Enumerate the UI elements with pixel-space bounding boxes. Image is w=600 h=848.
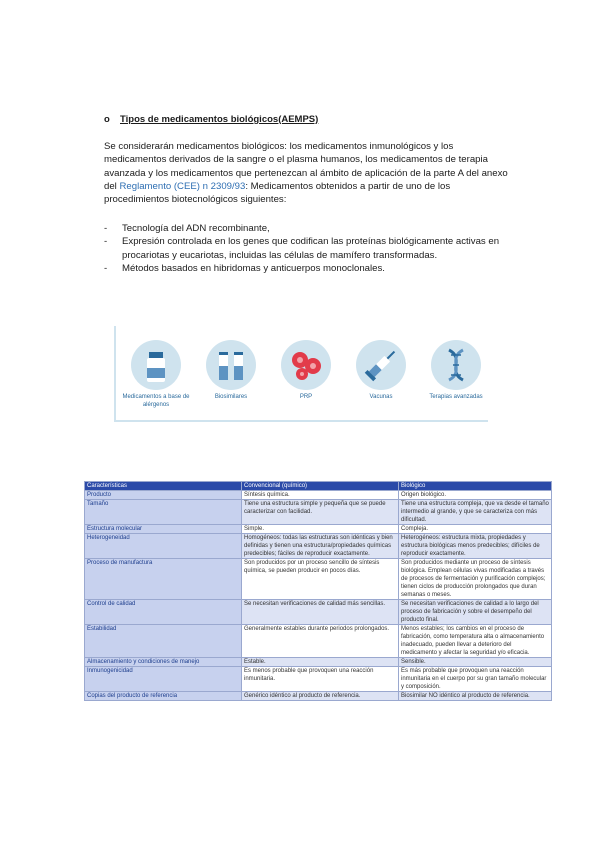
table-cell-biologic: Es más probable que provoquen una reacción inmunitaria en el cuerpo por su gran tamaño molecular y composición. [399,667,552,692]
biologic-types-banner [114,326,488,422]
table-header: Convencional (químico) [242,482,399,491]
table-cell-key: Proceso de manufactura [85,559,242,600]
allergen-vial-icon [131,340,181,390]
list-item-text: Métodos basados en hibridomas y anticuerpos monoclonales. [122,262,385,274]
table-row [85,667,552,692]
banner-item-advanced-therapies [416,340,496,402]
table-cell-biologic: Son producidos mediante un proceso de síntesis biológica. Emplean células vivas modificadas a través de procesos de fermentación y purificación complejos; tienen ciclos de producción prolongados que duran semanas o meses. [399,559,552,600]
table-cell-biologic: Se necesitan verificaciones de calidad a lo largo del proceso de fabricación y sobre el desempeño del producto final. [399,600,552,625]
table-row [85,491,552,500]
table-cell-biologic: Biosimilar NO idéntico al producto de referencia. [399,692,552,701]
table-cell-key: Estructura molecular [85,525,242,534]
heading-text: Tipos de medicamentos biológicos(AEMPS) [120,114,319,125]
table-cell-key: Heterogeneidad [85,534,242,559]
table-cell-key: Control de calidad [85,600,242,625]
table-cell-biologic: Origen biológico. [399,491,552,500]
intro-paragraph [104,140,514,206]
table-cell-biologic: Compleja. [399,525,552,534]
list-item [104,262,514,275]
table-cell-conventional: Homogéneos: todas las estructuras son idénticas y bien definidas y tienen una estructura/propiedades químicas predecibles; fáciles de reproducir exactamente. [242,534,399,559]
table-row [85,534,552,559]
table-row [85,658,552,667]
banner-item-label: Medicamentos a base de alérgenos [122,394,190,408]
table-cell-conventional: Generalmente estables durante periodos prolongados. [242,625,399,658]
table-header: Biológico [399,482,552,491]
table-cell-biologic: Heterogéneos: estructura mixta, propiedades y estructura biológicas menos predecibles; difíciles de reproducir exactamente. [399,534,552,559]
table-row [85,600,552,625]
list-item [104,222,514,235]
table-cell-conventional: Se necesitan verificaciones de calidad más sencillas. [242,600,399,625]
syringe-icon [356,340,406,390]
banner-item-prp [266,340,346,402]
table-cell-biologic: Menos estables; los cambios en el proceso de fabricación, como temperatura alta o almacenamiento inadecuado, pueden llevar a deterioro del medicamento y afectar la seguridad y/o eficacia. [399,625,552,658]
regulation-link[interactable]: Reglamento (CEE) n 2309/93 [119,180,246,192]
dna-icon [431,340,481,390]
banner-item-label: Biosimilares [214,394,248,400]
table-header: Características [85,482,242,491]
banner-item-vaccines [341,340,421,402]
table-cell-conventional: Estable. [242,658,399,667]
table-cell-conventional: Genérico idéntico al producto de referencia. [242,692,399,701]
banner-item-label: Vacunas [369,394,393,400]
table-row [85,559,552,600]
blood-cells-icon [281,340,331,390]
procedures-list [104,222,514,275]
banner-item-label: Terapias avanzadas [429,394,483,400]
table-cell-key: Tamaño [85,500,242,525]
table-cell-key: Copias del producto de referencia [85,692,242,701]
biosimilar-vials-icon [206,340,256,390]
list-item-text: Expresión controlada en los genes que codifican las proteínas biológicamente activas en procariotas y eucariotas, incluidas las células de mamífero transformadas. [122,236,500,261]
heading-bullet: o [104,114,110,125]
table-cell-conventional: Tiene una estructura simple y pequeña que se puede caracterizar con facilidad. [242,500,399,525]
table-row [85,625,552,658]
banner-item-biosimilars [191,340,271,402]
list-dash: - [104,223,108,234]
table-cell-key: Producto [85,491,242,500]
table-cell-biologic: Tiene una estructura compleja, que va desde el tamaño intermedio al grande, y que se caracteriza con más dificultad. [399,500,552,525]
list-dash: - [104,236,108,248]
table-cell-conventional: Es menos probable que provoquen una reacción inmunitaria. [242,667,399,692]
table-cell-key: Estabilidad [85,625,242,658]
paragraph-text-before: Se considerarán medicamentos biológicos: los medicamentos inmunológicos y los medicamentos derivados de la sangre o el plasma humanos, los medicamentos de terapia avanzada y los medicamentos que pertenezcan al ámbito de aplicación de la parte A del anexo del [104,141,508,192]
paragraph-text-after: : Medicamentos obtenidos a partir de uno de los procedimientos biotecnológicos siguientes: [104,180,451,206]
table-cell-key: Almacenamiento y condiciones de manejo [85,658,242,667]
table-header-row [85,482,552,491]
comparison-table [84,481,552,701]
table-cell-conventional: Síntesis química. [242,491,399,500]
banner-item-allergens [116,340,196,409]
list-dash: - [104,262,108,274]
section-heading [104,114,318,125]
table-cell-biologic: Sensible. [399,658,552,667]
list-item-text: Tecnología del ADN recombinante, [122,223,270,234]
table-row [85,500,552,525]
table-row [85,692,552,701]
banner-item-label: PRP [299,394,313,400]
table-row [85,525,552,534]
table-cell-conventional: Son producidos por un proceso sencillo de síntesis química, se pueden producir en pocos días. [242,559,399,600]
list-item [104,235,514,262]
table-cell-key: Inmunogenicidad [85,667,242,692]
table-cell-conventional: Simple. [242,525,399,534]
